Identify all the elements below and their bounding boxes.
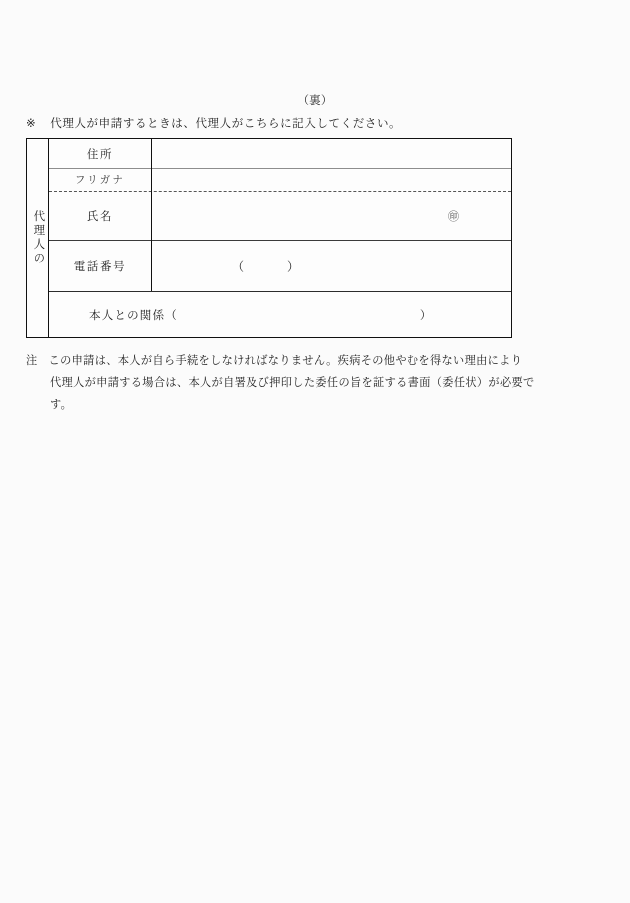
footnote-line: 代理人が申請する場合は、本人が自署及び押印した委任の旨を証する書面（委任状）が必要で <box>50 376 535 389</box>
table-row <box>49 191 511 241</box>
row-label-telephone: 電話番号 <box>49 240 152 291</box>
instruction-line <box>26 115 401 131</box>
row-label-furigana: フリガナ <box>49 168 152 191</box>
telephone-paren-group <box>232 257 300 274</box>
instruction-text: 代理人が申請するときは、代理人がこちらに記入してください。 <box>50 118 402 130</box>
footnote <box>26 351 586 417</box>
name-input[interactable] <box>152 191 511 240</box>
relation-paren-close: ） <box>419 310 433 322</box>
relation-paren-open: （ <box>165 310 178 322</box>
address-input[interactable] <box>152 139 511 168</box>
telephone-paren-open: （ <box>232 259 246 273</box>
agent-info-table <box>26 138 512 338</box>
table-row <box>49 168 511 192</box>
footnote-text: この申請は、本人が自ら手続をしなければなりません。疾病その他やむを得ない理由により <box>48 355 523 367</box>
relation-field[interactable] <box>49 291 511 339</box>
row-label-address: 住所 <box>49 139 152 168</box>
footnote-line: す。 <box>50 398 73 411</box>
furigana-input[interactable] <box>152 168 511 191</box>
seal-stamp-icon: ㊞ <box>448 210 459 223</box>
footnote-label: 注 <box>26 355 38 367</box>
telephone-paren-close: ） <box>287 259 301 273</box>
row-label-relation: 本人との関係 <box>89 310 166 322</box>
table-row <box>49 240 511 292</box>
telephone-input[interactable] <box>152 240 511 291</box>
table-row <box>49 139 511 169</box>
footnote-line <box>26 351 586 373</box>
table-rows <box>49 139 511 337</box>
page-side-mark: （裏） <box>297 95 333 107</box>
table-vertical-header-label: 代理人の <box>32 210 45 266</box>
table-vertical-header <box>27 139 49 337</box>
asterisk-mark-icon: ※ <box>26 118 37 130</box>
row-label-name: 氏名 <box>49 191 152 240</box>
table-row <box>49 291 511 339</box>
